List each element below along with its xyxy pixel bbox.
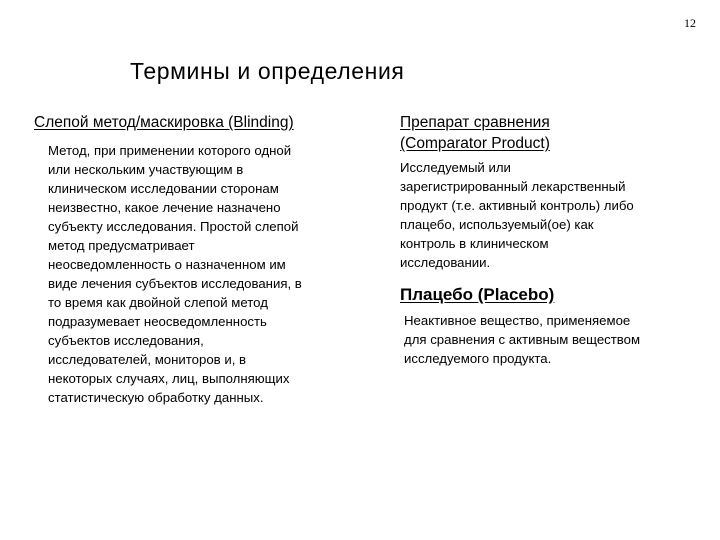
definition-placebo: Неактивное вещество, применяемое для сравнения с активным веществом исследуемого продукта. [404,313,641,366]
term-blinding: Слепой метод/маскировка (Blinding) [34,114,294,131]
page-title: Термины и определения [130,58,405,84]
right-column [400,112,700,368]
left-column [34,112,374,407]
term-comparator-product: Препарат сравнения (Comparator Product) [400,114,550,152]
definition-comparator-product: Исследуемый или зарегистрированный лекарственный продукт (т.е. активный контроль) либо плацебо, используемый(ое) как контроль в клиническом исследовании. [400,160,634,270]
page-number: 12 [684,16,696,30]
term-placebo: Плацебо (Placebo) [400,285,555,304]
definition-blinding: Метод, при применении которого одной или нескольким участвующим в клиническом исследовании сторонам неизвестно, какое лечение назначено субъекту исследования. Простой слепой метод предусматривает неосведомленность о назначенном им виде лечения субъектов исследования, в то время как двойной слепой метод подразумевает неосведомленность субъектов исследования, исследователей, мониторов и, в некоторых случаях, лиц, выполняющих статистическую обработку данных. [48,143,302,405]
